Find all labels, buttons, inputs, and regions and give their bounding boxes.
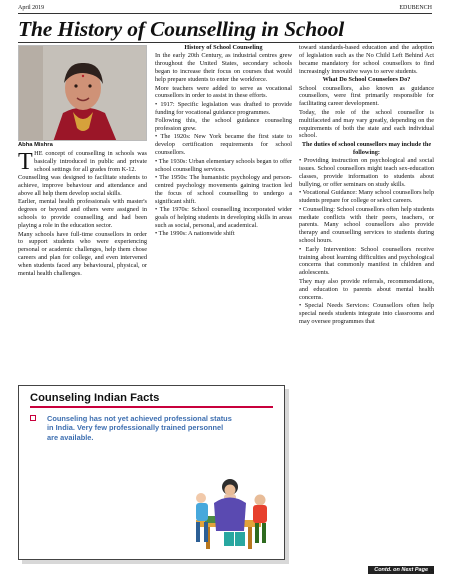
page-number: 15 bbox=[428, 569, 434, 575]
author-photo bbox=[18, 45, 147, 141]
timeline-item: • The 1990s: A nationwide shift bbox=[155, 230, 235, 238]
page-header bbox=[18, 5, 432, 12]
duty-item: • Early Intervention: School counsellors receive training about learning difficulties and psychological concerns that commonly manifest in children and adolescents. bbox=[299, 245, 434, 277]
paragraph: Today, the role of the school counsellor is multifaceted and may vary greatly, depending on the requirements of both the state and each individual school. bbox=[299, 108, 434, 140]
history-heading: History of School Counseling bbox=[184, 44, 263, 51]
continued-banner: Contd. on Next Page bbox=[368, 566, 434, 574]
paragraph: toward standards-based education and the adoption of legislation such as the No Child Left Behind Act became mandatory for school counsellors to find increasingly innovative ways to serve students. bbox=[299, 44, 434, 75]
counselor-illustration-icon bbox=[188, 472, 272, 554]
duty-item: • Vocational Guidance: Many school counsellors help students prepare for college or select careers. bbox=[299, 189, 434, 205]
square-bullet-icon bbox=[30, 415, 36, 421]
header-rule bbox=[18, 13, 432, 14]
timeline-item: • The 1970s: School counselling incorporated wider goals of helping students in developing skills in areas such as social, personal, and academical. bbox=[155, 206, 292, 229]
paragraph: More teachers were added to serve as vocational counsellors in order to assist in these efforts. bbox=[155, 84, 292, 100]
timeline-item: • The 1950s: The humanistic psychology and person-centred psychology movements gaining traction led the focus of school counselling to undergo a significant shift. bbox=[155, 174, 292, 205]
fact-box-rule bbox=[30, 406, 273, 408]
timeline-item: • The 1930s: Urban elementary schools began to offer school counselling services. bbox=[155, 157, 292, 173]
duty-item: • Special Needs Services: Counsellors often help special needs students integrate into classrooms and may oversee programmes that bbox=[299, 302, 434, 325]
dropcap: T bbox=[18, 149, 33, 175]
timeline-item: • 1917: Specific legislation was drafted to provide funding for vocational guidance programmes. bbox=[155, 100, 292, 116]
publication-name: EDUBENCH bbox=[399, 5, 432, 11]
fact-box-title: Counseling Indian Facts bbox=[30, 392, 160, 404]
intro-paragraph: THE concept of counselling in schools was basically introduced in public and private school settings for all grades from K-12. bbox=[18, 149, 147, 175]
article-column-3 bbox=[299, 44, 434, 326]
article-column-2 bbox=[155, 44, 292, 239]
duty-item: • Providing instruction on psychological and social issues. School counsellors might teach sex-education classes, provide information to students about bullying, or offer seminars on study skills. bbox=[299, 157, 434, 188]
paragraph: Earlier, mental health professionals with master's degrees or beyond and others were assigned in schools to provide counselling and had been playing a role in the education sector. bbox=[18, 198, 147, 230]
fact-text: Counseling has not yet achieved professional status in India. Very few professionally trained personnel are available. bbox=[47, 413, 232, 442]
fact-box bbox=[18, 385, 285, 560]
duty-item: • Counselling: School counsellors often help students mediate conflicts with their peers, teachers, or parents. Many school counsellors also provide therapy and counselling services to students during school hours. bbox=[299, 205, 434, 245]
paragraph: They may also provide referrals, recommendations, and education to parents about mental health concerns. bbox=[299, 277, 434, 301]
paragraph: Many schools have full-time counsellors in order to support students who were experiencing personal or academic challenges, help them chose careers and plan for college, and even intervened when students faced any behavioural, physical, or mental health challenges. bbox=[18, 230, 147, 278]
paragraph: In the early 20th Century, as industrial centres grew throughout the United States, secondary schools began to increase their focus on courses that would help prepare students to enter the workforce. bbox=[155, 52, 292, 84]
title-rule bbox=[18, 42, 432, 43]
article-column-1 bbox=[18, 150, 147, 279]
timeline-item: • The 1920s: New York became the first state to develop certification requirements for school counsellors. bbox=[155, 133, 292, 157]
fact-item bbox=[30, 414, 235, 443]
author-caption: Abha Mishra bbox=[18, 142, 53, 148]
duties-subheading: The duties of school counsellors may include the following: bbox=[301, 140, 432, 156]
duties-heading: What Do School Counselors Do? bbox=[322, 76, 411, 84]
article-title: The History of Counselling in School bbox=[18, 17, 345, 41]
paragraph: School counsellors, also known as guidance counsellors, were first primarily responsible for facilitating career development. bbox=[299, 84, 434, 108]
paragraph: Following this, the school guidance counseling profession grew. bbox=[155, 117, 292, 133]
paragraph: Counselling was designed to facilitate students to achieve, improve behaviour and attendance and above all help them develop social skills. bbox=[18, 174, 147, 198]
issue-date: April 2019 bbox=[18, 5, 45, 11]
